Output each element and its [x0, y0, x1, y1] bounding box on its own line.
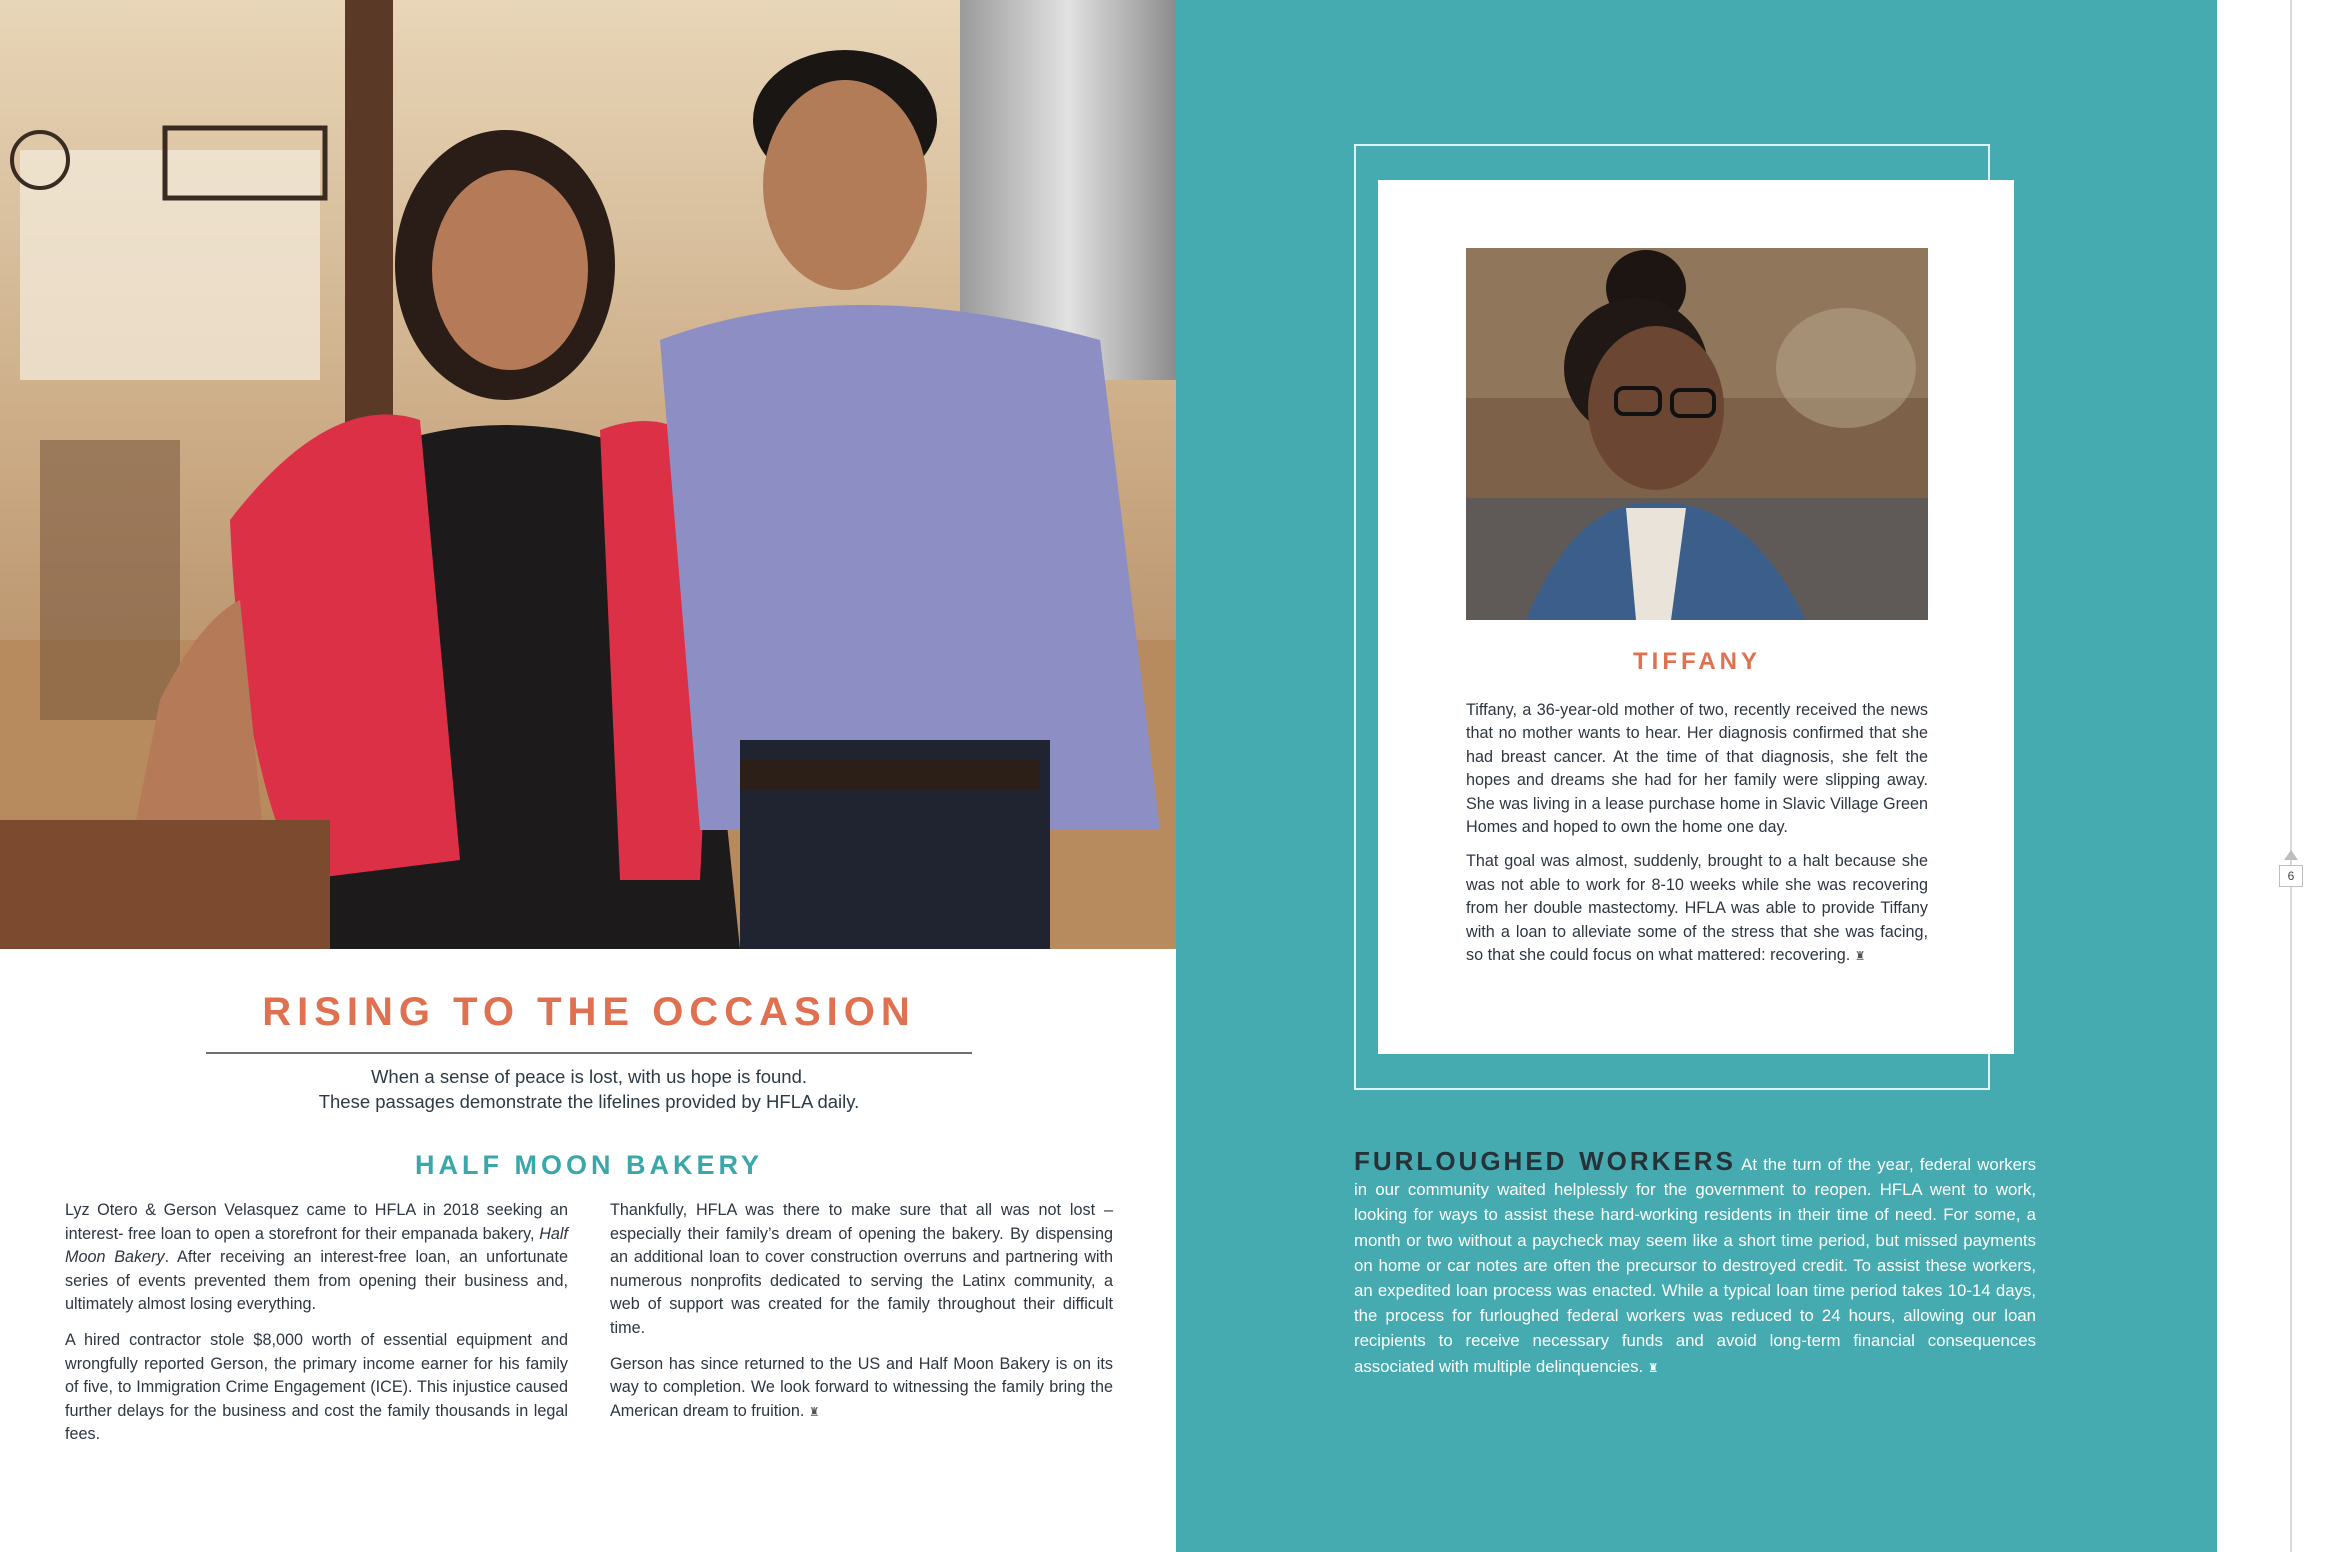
profile-p2-text: That goal was almost, suddenly, brought to a halt because she was not able to work for 8-10 weeks while she was recovering from her double mastectomy. HFLA was able to provide Tiffany with a loan to alleviate some of the stress that she was facing, so that she could focus on what mattered: recovering.	[1466, 852, 1928, 965]
page-edge	[2217, 0, 2328, 1552]
page-subheading	[206, 1064, 972, 1114]
bakery-paragraph-2: A hired contractor stole $8,000 worth of essential equipment and wrongfully reported Gerson, the primary income earner for his family of five, to Immigration Crime Engagement (ICE). This injustice caused further delays for the business and cost the family thousands in legal fees.	[65, 1330, 568, 1444]
profile-name: TIFFANY	[1633, 648, 1761, 675]
profile-paragraph-1: Tiffany, a 36-year-old mother of two, recently received the news that no mother wants to hear. Her diagnosis confirmed that she had breast cancer. At the time of that diagnosis, she felt the hopes and dreams she had for her family were slipping away. She was living in a lease purchase home in Slavic Village Green Homes and hoped to own the home one day.	[1466, 701, 1928, 837]
end-mark-icon: ♜	[808, 1404, 820, 1419]
bakery-paragraph-3: Thankfully, HFLA was there to make sure that all was not lost – especially their family’s dream of opening the bakery. By dispensing an additional loan to cover construction overruns and partnering with numerous nonprofits dedicated to serving the Latinx community, a web of support was created for the family throughout their difficult time.	[610, 1201, 1113, 1337]
bakery-story-column-right	[610, 1199, 1113, 1436]
portrait-illustration	[1466, 248, 1928, 620]
subheading-line-1: When a sense of peace is lost, with us hope is found.	[370, 1066, 808, 1087]
profile-story	[1466, 699, 1928, 979]
page-edge-line	[2290, 0, 2292, 1552]
page-heading: RISING TO THE OCCASION	[262, 990, 916, 1034]
furloughed-workers-section	[1354, 1146, 2036, 1381]
bakery-owners-photo	[0, 0, 1176, 949]
end-mark-icon: ♜	[1854, 949, 1866, 964]
bakery-paragraph-1	[65, 1199, 568, 1317]
bakery-p1-text-end: . After receiving an interest-free loan, an unfortunate series of events prevented them from opening their business and, ultimately almost losing everything.	[65, 1248, 569, 1314]
page-arrow-icon[interactable]	[2284, 850, 2298, 860]
bakery-p4-text: Gerson has since returned to the US and Half Moon Bakery is on its way to completion. We look forward to witnessing the family bring the American dream to fruition.	[610, 1354, 1113, 1420]
furloughed-workers-title: FURLOUGHED WORKERS	[1354, 1146, 1736, 1176]
bakery-p1-text: Lyz Otero & Gerson Velasquez came to HFLA in 2018 seeking an interest- free loan to open a storefront for their empanada bakery,	[65, 1201, 568, 1243]
subheading-line-2: These passages demonstrate the lifelines provided by HFLA daily.	[318, 1091, 860, 1112]
tiffany-portrait-photo	[1466, 248, 1928, 620]
end-mark-icon: ♜	[1647, 1360, 1659, 1375]
section-title-half-moon-bakery: HALF MOON BAKERY	[415, 1150, 763, 1180]
bakery-story-column-left	[65, 1199, 568, 1459]
bakery-paragraph-4	[610, 1353, 1113, 1425]
bakery-name-italic: Half Moon Bakery	[65, 1224, 568, 1267]
heading-divider	[206, 1052, 972, 1054]
bakery-photo-illustration	[0, 0, 1176, 949]
page-number[interactable]: 6	[2279, 865, 2303, 887]
right-page	[1176, 0, 2217, 1552]
profile-paragraph-2	[1466, 850, 1928, 968]
furloughed-workers-body: At the turn of the year, federal workers in our community waited helplessly for the government to reopen. HFLA went to work, looking for ways to assist these hard-working residents in their time of need. For some, a month or two without a paycheck may seem like a short time period, but missed payments on home or car notes are often the precursor to destroyed credit. To assist these workers, an expedited loan process was enacted. While a typical loan time period takes 10-14 days, the process for furloughed federal workers was reduced to 24 hours, allowing our loan recipients to receive necessary funds and avoid long-term financial consequences associated with multiple delinquencies.	[1354, 1155, 2036, 1376]
